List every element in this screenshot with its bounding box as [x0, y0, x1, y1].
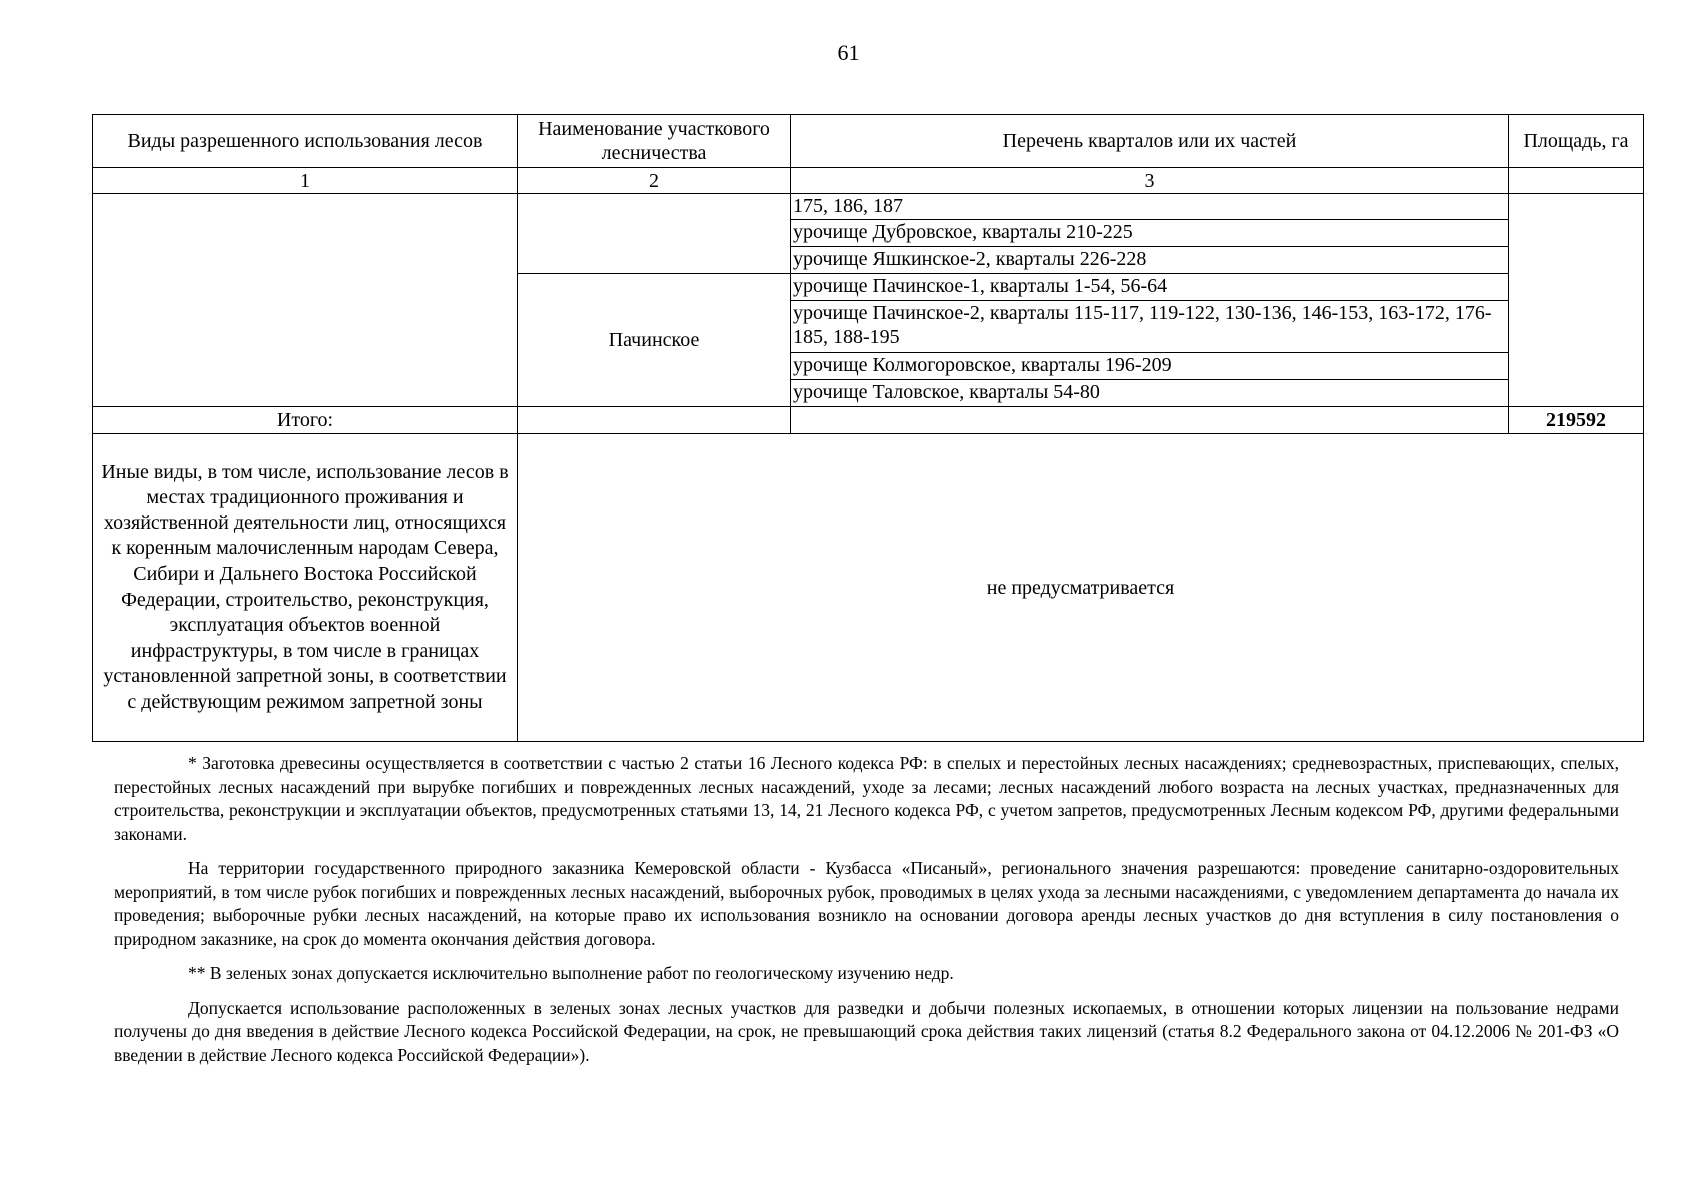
other-use-description: Иные виды, в том числе, использование лесов в местах традиционного проживания и хозяйственной деятельности лиц, относящихся к коренным малочисленным народам Севера, Сибири и Дальнего Востока Российской Федерации, строительство, реконструкция, эксплуатация объектов военной инфраструктуры, в том числе в границах установленной запретной зоны, в соответствии с действующим режимом запретной зоны	[93, 434, 518, 742]
forestry-cell-empty	[518, 194, 791, 274]
page-number: 61	[837, 40, 860, 65]
total-quarters-empty	[791, 407, 1509, 434]
table-header-row	[93, 115, 1644, 168]
header-quarters-list: Перечень кварталов или их частей	[791, 115, 1509, 168]
area-cell-empty	[1509, 194, 1644, 407]
table-row	[93, 194, 1644, 220]
forestry-name-pachinskoe: Пачинское	[518, 274, 791, 407]
quarters-cell: урочище Яшкинское-2, кварталы 226-228	[791, 247, 1509, 274]
quarters-cell: 175, 186, 187	[791, 194, 1509, 220]
quarters-cell: урочище Таловское, кварталы 54-80	[791, 380, 1509, 407]
other-use-row	[93, 434, 1644, 742]
use-type-cell-empty	[93, 194, 518, 407]
quarters-cell: урочище Пачинское-1, кварталы 1-54, 56-64	[791, 274, 1509, 301]
column-number-1: 1	[93, 168, 518, 194]
total-row	[93, 407, 1644, 434]
column-number-2: 2	[518, 168, 791, 194]
column-number-3: 3	[791, 168, 1509, 194]
total-forestry-empty	[518, 407, 791, 434]
forest-use-table	[92, 114, 1644, 742]
header-use-types: Виды разрешенного использования лесов	[93, 115, 518, 168]
footnotes	[114, 752, 1619, 1078]
header-forestry-name: Наименование участкового лесничества	[518, 115, 791, 168]
note-mineral-extraction: Допускается использование расположенных в зеленых зонах лесных участков для разведки и добычи полезных ископаемых, в отношении которых лицензии на пользование недрами получены до дня введения в действие Лесного кодекса Российской Федерации, на срок, не превышающий срока действия таких лицензий (статья 8.2 Федерального закона от 04.12.2006 № 201-ФЗ «О введении в действие Лесного кодекса Российской Федерации»).	[114, 997, 1619, 1065]
footnote-green-zones: ** В зеленых зонах допускается исключительно выполнение работ по геологическому изучению недр.	[188, 963, 954, 983]
column-number-row	[93, 168, 1644, 194]
other-use-value: не предусматривается	[518, 434, 1644, 742]
footnote-wood-harvesting: * Заготовка древесины осуществляется в соответствии с частью 2 статьи 16 Лесного кодекса РФ: в спелых и перестойных лесных насаждениях; средневозрастных, приспевающих, спелых, перестойных лесных насаждений при вырубке погибших и поврежденных лесных насаждений, уходе за лесами; лесных насаждений любого возраста на лесных участках, предназначенных для строительства, реконструкции и эксплуатации объектов, предусмотренных статьями 13, 14, 21 Лесного кодекса РФ, с учетом запретов, предусмотренных Лесным кодексом РФ, другими федеральными законами.	[114, 753, 1619, 844]
total-label: Итого:	[93, 407, 518, 434]
note-pisany-reserve: На территории государственного природного заказника Кемеровской области - Кузбасса «Писаный», регионального значения разрешаются: проведение санитарно-оздоровительных мероприятий, в том числе рубок погибших и поврежденных лесных насаждений, выборочных рубок, проводимых в целях ухода за лесными насаждениями, с уведомлением департамента до начала их проведения; выборочные рубки лесных насаждений, на которые право их использования возникло на основании договора аренды лесных участков до дня вступления в силу постановления о природном заказнике, на срок до момента окончания действия договора.	[114, 858, 1619, 949]
quarters-cell: урочище Дубровское, кварталы 210-225	[791, 220, 1509, 247]
quarters-cell: урочище Колмогоровское, кварталы 196-209	[791, 353, 1509, 380]
quarters-cell: урочище Пачинское-2, кварталы 115-117, 119-122, 130-136, 146-153, 163-172, 176-185, 188-195	[791, 301, 1509, 353]
header-area: Площадь, га	[1509, 115, 1644, 168]
total-area-value: 219592	[1509, 407, 1644, 434]
column-number-4	[1509, 168, 1644, 194]
